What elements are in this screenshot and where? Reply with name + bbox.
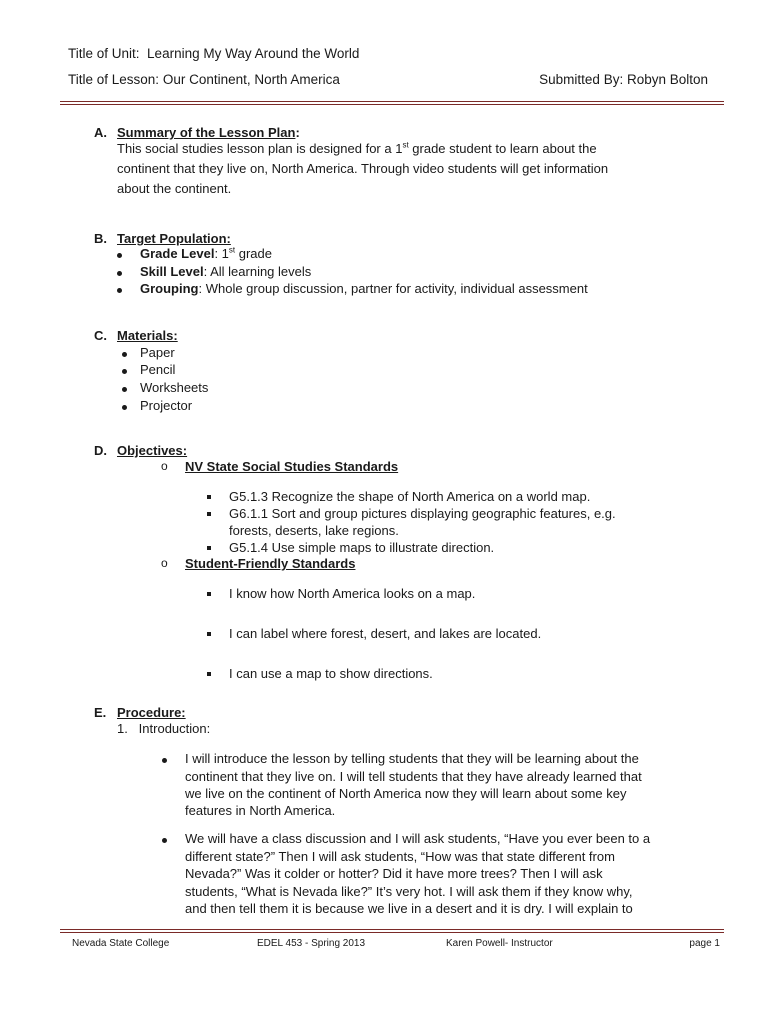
list-item: Projector [140, 398, 193, 413]
square-bullet [207, 495, 211, 499]
paragraph-line: different state?” Then I will ask students, “How was that state different from [185, 849, 615, 864]
student-standard-item: I can use a map to show directions. [229, 666, 433, 681]
summary-line-2: continent that they live on, North America. Through video students will get information [117, 161, 609, 176]
list-item: Pencil [140, 362, 176, 377]
lesson-title-line [68, 72, 340, 87]
paragraph-line: and then tell them it is because we live in a desert and it is dry. I will explain to [185, 901, 633, 916]
summary-text: grade student to learn about the [408, 141, 597, 156]
paragraph-line: continent that they live on. I will tell students that they have already learned that [185, 769, 642, 784]
unit-label: Title of Unit: [68, 46, 140, 61]
circle-bullet: o [161, 556, 168, 570]
summary-text: This social studies lesson plan is designed for a 1 [117, 141, 403, 156]
paragraph-line: students, “What is Nevada like?” It’s very hot. I will ask them if they know why, [185, 884, 633, 899]
standard-item-cont: forests, deserts, lake regions. [229, 523, 399, 538]
footer-instructor: Karen Powell- Instructor [446, 938, 553, 949]
bullet-dot [117, 271, 122, 276]
standard-item: G5.1.4 Use simple maps to illustrate direction. [229, 540, 495, 555]
bullet-dot [162, 758, 167, 763]
square-bullet [207, 592, 211, 596]
item-text: : 1 [214, 246, 229, 261]
header-rule [60, 101, 724, 105]
bullet-dot [122, 387, 127, 392]
square-bullet [207, 546, 211, 550]
item-label: Grade Level [140, 246, 215, 261]
section-title: Summary of the Lesson Plan [117, 125, 296, 140]
item-label: Grouping [140, 281, 199, 296]
square-bullet [207, 672, 211, 676]
item-label: Skill Level [140, 264, 204, 279]
footer-rule [60, 929, 724, 933]
paragraph-line: we live on the continent of North America now they will learn about some key [185, 786, 627, 801]
section-letter: A. [94, 125, 107, 140]
footer-course: EDEL 453 - Spring 2013 [257, 938, 366, 949]
submitted-by: Submitted By: Robyn Bolton [539, 72, 708, 87]
sub-heading-nv-standards: NV State Social Studies Standards [185, 459, 399, 474]
unit-title-line [68, 46, 359, 61]
list-item [140, 264, 311, 279]
sub-heading-student-standards: Student-Friendly Standards [185, 556, 356, 571]
section-title: Objectives: [117, 443, 188, 458]
bullet-dot [162, 838, 167, 843]
square-bullet [207, 632, 211, 636]
square-bullet [207, 512, 211, 516]
unit-title: Learning My Way Around the World [147, 46, 360, 61]
paragraph-line: features in North America. [185, 803, 336, 818]
section-title: Procedure: [117, 705, 186, 720]
lesson-label: Title of Lesson: [68, 72, 160, 87]
bullet-dot [122, 352, 127, 357]
footer-page-number: page 1 [689, 938, 720, 949]
section-letter: C. [94, 328, 107, 343]
paragraph-line: Nevada?” Was it colder or hotter? Did it have more trees? Then I will ask [185, 866, 603, 881]
student-standard-item: I know how North America looks on a map. [229, 586, 476, 601]
procedure-step: 1. Introduction: [117, 721, 211, 736]
list-item [140, 281, 588, 296]
ordinal-suffix: st [402, 140, 409, 150]
list-item [140, 246, 272, 261]
section-letter: E. [94, 705, 107, 720]
paragraph-line: We will have a class discussion and I will ask students, “Have you ever been to a [185, 831, 651, 846]
item-text: : Whole group discussion, partner for activity, individual assessment [198, 281, 588, 296]
bullet-dot [117, 288, 122, 293]
bullet-dot [122, 369, 127, 374]
lesson-title: Our Continent, North America [162, 72, 340, 87]
student-standard-item: I can label where forest, desert, and lakes are located. [229, 626, 542, 641]
section-title: Materials: [117, 328, 178, 343]
section-letter: B. [94, 231, 107, 246]
item-text: grade [235, 246, 273, 261]
ordinal-suffix: st [228, 245, 236, 255]
circle-bullet: o [161, 459, 168, 473]
list-item: Worksheets [140, 380, 209, 395]
section-letter: D. [94, 443, 107, 458]
item-text: : All learning levels [203, 264, 312, 279]
standard-item: G5.1.3 Recognize the shape of North America on a world map. [229, 489, 591, 504]
footer-college: Nevada State College [72, 938, 170, 949]
standard-item: G6.1.1 Sort and group pictures displaying geographic features, e.g. [229, 506, 616, 521]
bullet-dot [117, 253, 122, 258]
paragraph-line: I will introduce the lesson by telling students that they will be learning about the [185, 751, 639, 766]
summary-line-1 [117, 141, 597, 156]
title-colon: : [295, 125, 300, 140]
section-title: Target Population: [117, 231, 231, 246]
bullet-dot [122, 405, 127, 410]
list-item: Paper [140, 345, 175, 360]
summary-line-3: about the continent. [117, 181, 232, 196]
